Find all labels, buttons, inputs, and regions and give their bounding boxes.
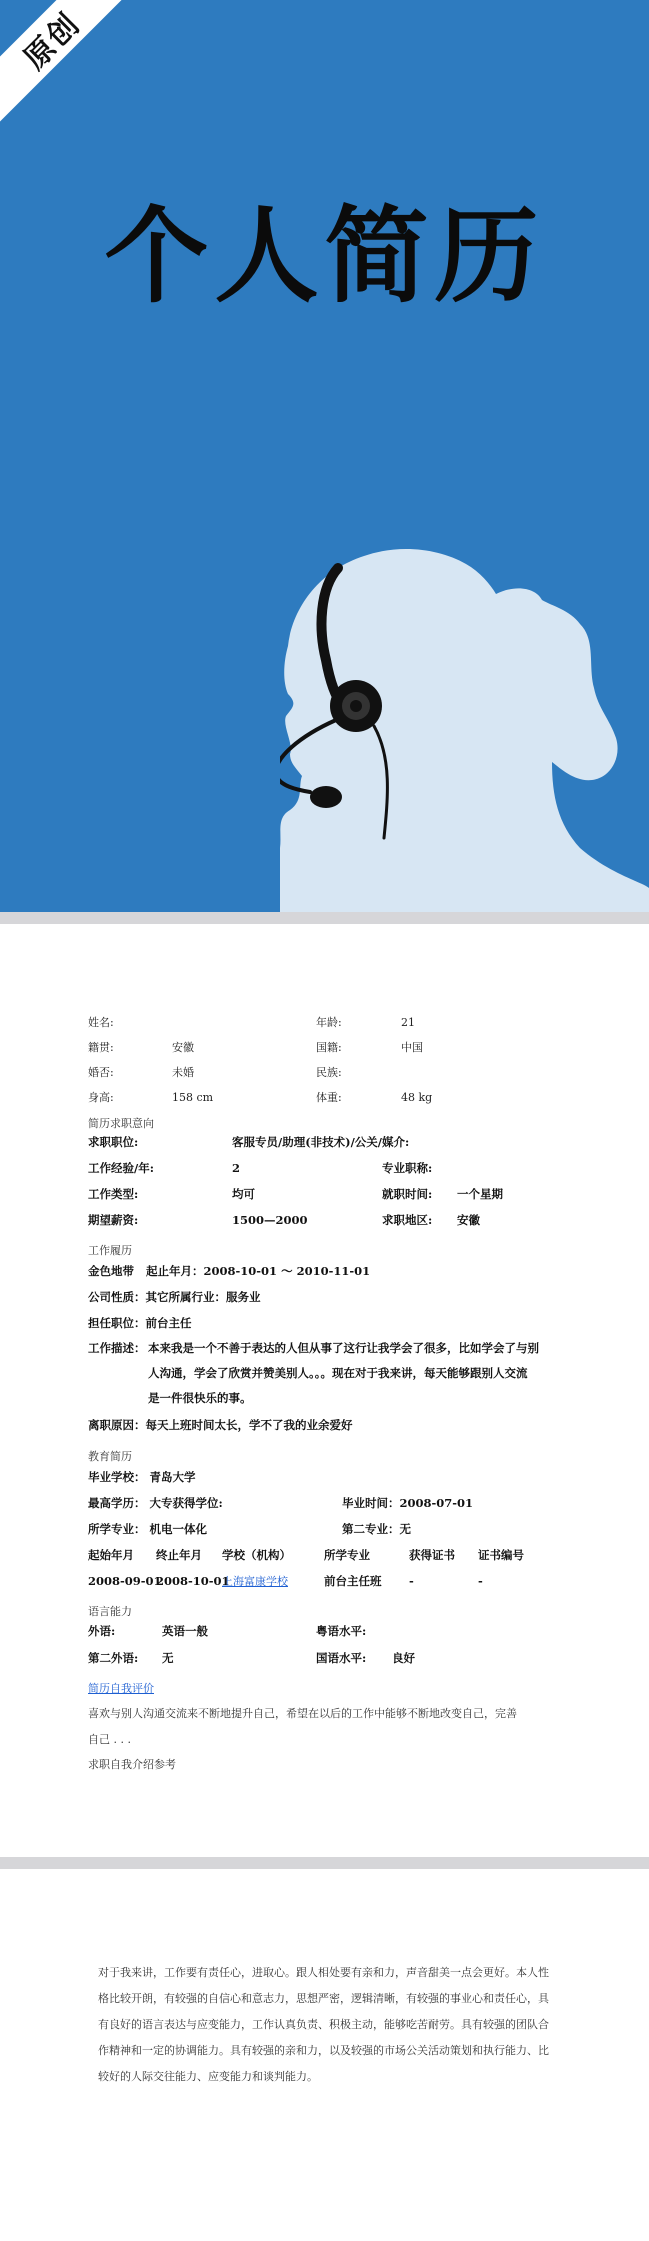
origin-value: 安徽	[172, 1041, 194, 1054]
work-desc-label: 工作描述：	[88, 1341, 146, 1355]
work-nature: 公司性质：其它所属行业：服务业	[88, 1290, 261, 1304]
ethnic-label: 民族:	[316, 1066, 342, 1079]
edu-header-major: 所学专业	[324, 1548, 370, 1562]
edu-row-cert: -	[409, 1574, 414, 1588]
edu-header-cert: 获得证书	[409, 1548, 455, 1562]
edu-row-school-link[interactable]: 上海富康学校	[222, 1575, 288, 1588]
start-label: 就职时间:	[382, 1187, 433, 1201]
name-label: 姓名:	[88, 1016, 114, 1029]
original-badge-label: 原创	[17, 6, 88, 77]
edu-row-major: 前台主任班	[324, 1574, 382, 1588]
origin-label: 籍贯:	[88, 1041, 114, 1054]
work-desc-line3: 是一件很快乐的事。	[148, 1391, 252, 1405]
edu-header-cert-no: 证书编号	[478, 1548, 524, 1562]
work-leave-reason: 离职原因：每天上班时间太长，学不了我的业余爱好	[88, 1418, 353, 1432]
edu-header-start: 起始年月	[88, 1548, 134, 1562]
title-label: 专业职称:	[382, 1161, 433, 1175]
second-language-value: 无	[162, 1651, 174, 1665]
position-value: 客服专员/助理(非技术)/公关/媒介:	[232, 1135, 410, 1149]
woman-silhouette	[280, 549, 649, 912]
age-value: 21	[401, 1016, 415, 1029]
nationality-label: 国籍:	[316, 1041, 342, 1054]
work-heading: 工作履历	[88, 1244, 132, 1257]
marital-label: 婚否:	[88, 1066, 114, 1079]
cover	[0, 0, 649, 912]
mandarin-value: 良好	[392, 1651, 415, 1665]
education-major2: 第二专业：无	[342, 1522, 411, 1536]
edu-row-cert-no: -	[478, 1574, 483, 1588]
region-value: 安徽	[457, 1213, 480, 1227]
edu-row-start: 2008-09-01	[88, 1574, 162, 1588]
education-degree: 最高学历： 大专获得学位:	[88, 1496, 223, 1510]
education-grad-time: 毕业时间：2008-07-01	[342, 1496, 474, 1510]
second-language-label: 第二外语:	[88, 1651, 139, 1665]
work-company: 金色地带	[88, 1264, 134, 1278]
cover-title: 个人简历	[104, 195, 545, 317]
headset-silhouette-illustration	[280, 548, 649, 912]
age-label: 年龄:	[316, 1016, 342, 1029]
salary-value: 1500—2000	[232, 1213, 308, 1227]
headset-mic	[310, 786, 342, 808]
work-period: 起止年月：2008-10-01 ～ 2010-11-01	[146, 1264, 371, 1278]
work-role: 担任职位：前台主任	[88, 1316, 192, 1330]
foreign-value: 英语一般	[162, 1624, 208, 1638]
salary-label: 期望薪资:	[88, 1213, 139, 1227]
foreign-label: 外语:	[88, 1624, 116, 1638]
education-school: 毕业学校： 青岛大学	[88, 1470, 196, 1484]
type-value: 均可	[232, 1187, 255, 1201]
intent-heading: 简历求职意向	[88, 1117, 154, 1130]
experience-value: 2	[232, 1161, 241, 1175]
weight-value: 48 kg	[401, 1091, 433, 1104]
work-desc-line2: 人沟通，学会了欣赏并赞美别人。。。现在对于我来讲，每天能够跟别人交流	[148, 1366, 528, 1380]
nationality-value: 中国	[401, 1041, 423, 1054]
experience-label: 工作经验/年:	[88, 1161, 154, 1175]
education-major: 所学专业： 机电一体化	[88, 1522, 208, 1536]
edu-row-end: 2008-10-01	[156, 1574, 230, 1588]
weight-label: 体重:	[316, 1091, 342, 1104]
section-separator-2	[0, 1857, 649, 1869]
cantonese-label: 粤语水平:	[316, 1624, 367, 1638]
marital-value: 未婚	[172, 1066, 194, 1079]
edu-header-end: 终止年月	[156, 1548, 202, 1562]
section-separator	[0, 912, 649, 924]
profile-paragraph: 对于我来讲，工作要有责任心，进取心。跟人相处要有亲和力，声音甜美一点会更好。本人性格比较开朗，有较强的自信心和意志力，思想严密，逻辑清晰，有较强的事业心和责任心，具有良好的语言表达与应变能力，工作认真负责、积极主动，能够吃苦耐劳。具有较强的团队合作精神和一定的协调能力。具有较强的亲和力，以及较强的市场公关活动策划和执行能力、比较好的人际交往能力、应变能力和谈判能力。	[98, 1966, 549, 2083]
work-desc-line1: 本来我是一个不善于表达的人但从事了这行让我学会了很多，比如学会了与别	[148, 1341, 539, 1355]
type-label: 工作类型:	[88, 1187, 139, 1201]
height-value: 158 cm	[172, 1091, 214, 1104]
mandarin-label: 国语水平:	[316, 1651, 367, 1665]
self-evaluation-heading-link[interactable]: 简历自我评价	[88, 1682, 154, 1695]
region-label: 求职地区:	[382, 1213, 433, 1227]
language-heading: 语言能力	[88, 1605, 132, 1618]
position-label: 求职职位:	[88, 1135, 139, 1149]
self-intro-reference: 求职自我介绍参考	[88, 1758, 176, 1771]
start-value: 一个星期	[457, 1187, 503, 1201]
original-badge	[0, 0, 151, 140]
self-evaluation-line2: 自己 . . .	[88, 1733, 131, 1746]
education-heading: 教育简历	[88, 1450, 132, 1463]
edu-header-school: 学校（机构）	[222, 1548, 291, 1562]
height-label: 身高:	[88, 1091, 114, 1104]
self-evaluation-line1: 喜欢与别人沟通交流来不断地提升自己，希望在以后的工作中能够不断地改变自己，完善	[88, 1707, 517, 1720]
